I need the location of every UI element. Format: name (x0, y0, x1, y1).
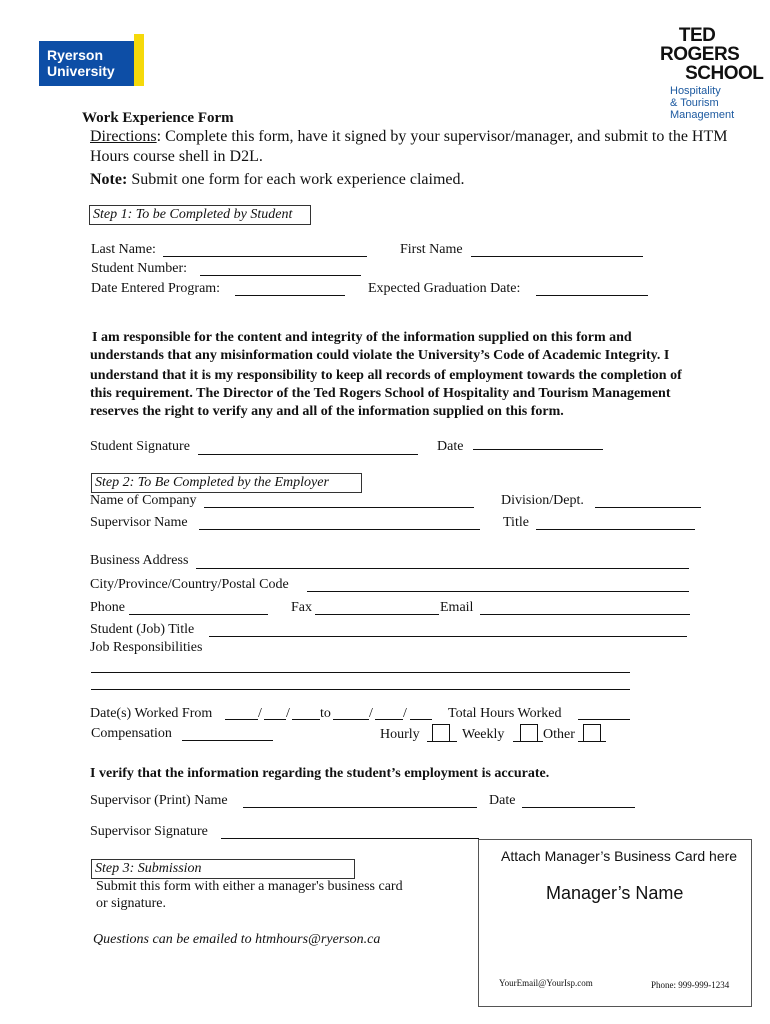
weekly-underline (513, 741, 543, 742)
note-line (90, 171, 465, 189)
fax-field[interactable] (315, 614, 439, 615)
hourly-underline (427, 741, 457, 742)
to-day-field[interactable] (375, 719, 403, 720)
to-year-field[interactable] (410, 719, 432, 720)
first-name-label: First Name (400, 242, 463, 257)
last-name-label: Last Name: (91, 242, 156, 257)
trs-logo-line-1: TED (678, 25, 716, 46)
expected-grad-field[interactable] (536, 295, 648, 296)
ted-rogers-logo (660, 26, 763, 121)
step3-text-1: Submit this form with either a manager's business card (96, 879, 403, 894)
directions-label: Directions (90, 128, 157, 145)
integrity-line-4: this requirement. The Director of the Ted Rogers School of Hospitality and Tourism Management (90, 386, 671, 401)
division-field[interactable] (595, 507, 701, 508)
date-sep: / (369, 706, 373, 721)
step2-label: Step 2: To Be Completed by the Employer (91, 473, 362, 493)
from-year-field[interactable] (292, 719, 320, 720)
other-underline (578, 741, 606, 742)
title-field[interactable] (536, 529, 695, 530)
supervisor-print-field[interactable] (243, 807, 477, 808)
form-title: Work Experience Form (82, 110, 234, 126)
ryerson-logo-accent (134, 34, 144, 86)
email-field[interactable] (480, 614, 690, 615)
title-label: Title (503, 515, 529, 530)
phone-field[interactable] (129, 614, 268, 615)
last-name-field[interactable] (163, 256, 367, 257)
job-resp-field-2[interactable] (91, 689, 630, 690)
ryerson-logo-line-2: University (47, 63, 115, 79)
job-resp-field-1[interactable] (91, 672, 630, 673)
business-address-label: Business Address (90, 553, 189, 568)
trs-logo-sub-3: Management (670, 109, 735, 121)
student-signature-label: Student Signature (90, 439, 190, 454)
hourly-label: Hourly (380, 727, 420, 742)
student-date-label: Date (437, 439, 464, 454)
verify-statement: I verify that the information regarding the student’s employment is accurate. (90, 766, 550, 781)
weekly-checkbox[interactable] (520, 724, 538, 742)
supervisor-date-label: Date (489, 793, 516, 808)
student-number-field[interactable] (200, 275, 361, 276)
division-label: Division/Dept. (501, 493, 584, 508)
expected-grad-label: Expected Graduation Date: (368, 281, 521, 296)
ryerson-logo-line-1: Ryerson (47, 47, 104, 63)
trs-logo-sub-2: & Tourism (670, 97, 719, 109)
from-day-field[interactable] (264, 719, 286, 720)
supervisor-signature-label: Supervisor Signature (90, 824, 208, 839)
supervisor-date-field[interactable] (522, 807, 635, 808)
phone-label: Phone (90, 600, 125, 615)
supervisor-name-field[interactable] (199, 529, 480, 530)
compensation-field[interactable] (182, 740, 273, 741)
note-text: Submit one form for each work experience claimed. (127, 171, 465, 188)
job-title-field[interactable] (209, 636, 687, 637)
card-heading: Attach Manager’s Business Card here (501, 848, 738, 864)
step3-text-2: or signature. (96, 896, 166, 911)
total-hours-label: Total Hours Worked (448, 706, 562, 721)
company-field[interactable] (204, 507, 474, 508)
questions-email: Questions can be emailed to htmhours@ryerson.ca (93, 932, 381, 947)
business-address-field[interactable] (196, 568, 689, 569)
date-sep: / (286, 706, 290, 721)
step3-label: Step 3: Submission (91, 859, 355, 879)
card-manager-name: Manager’s Name (546, 883, 684, 903)
supervisor-name-label: Supervisor Name (90, 515, 188, 530)
student-date-field[interactable] (473, 449, 603, 450)
integrity-line-3: understand that it is my responsibility to keep all records of employment towards the completion of (90, 368, 682, 383)
dates-worked-label: Date(s) Worked From (90, 706, 213, 721)
trs-logo-line-3: SCHOOL (685, 63, 764, 84)
hourly-checkbox[interactable] (432, 724, 450, 742)
date-sep: / (258, 706, 262, 721)
city-label: City/Province/Country/Postal Code (90, 577, 289, 592)
business-card-area (478, 839, 752, 1007)
email-label: Email (440, 600, 474, 615)
student-signature-field[interactable] (198, 454, 418, 455)
integrity-line-1: I am responsible for the content and integrity of the information supplied on this form and (92, 330, 632, 345)
weekly-label: Weekly (462, 727, 505, 742)
supervisor-print-label: Supervisor (Print) Name (90, 793, 228, 808)
date-sep: / (403, 706, 407, 721)
date-entered-field[interactable] (235, 295, 345, 296)
first-name-field[interactable] (471, 256, 643, 257)
directions-line-2: Hours course shell in D2L. (90, 148, 263, 165)
step1-label: Step 1: To be Completed by Student (89, 205, 311, 225)
job-title-label: Student (Job) Title (90, 622, 195, 637)
integrity-line-5: reserves the right to verify any and all of the information supplied on this form. (90, 404, 564, 419)
from-month-field[interactable] (225, 719, 258, 720)
city-field[interactable] (307, 591, 689, 592)
supervisor-signature-field[interactable] (221, 838, 479, 839)
other-checkbox[interactable] (583, 724, 601, 742)
total-hours-field[interactable] (578, 719, 630, 720)
card-phone: Phone: 999-999-1234 (651, 980, 730, 990)
other-label: Other (543, 727, 575, 742)
integrity-line-2: understands that any misinformation could violate the University’s Code of Academic Integrity. I (90, 348, 670, 363)
job-resp-label: Job Responsibilities (90, 640, 203, 655)
trs-logo-line-2: ROGERS (660, 44, 740, 65)
card-email: YourEmail@YourIsp.com (499, 978, 593, 988)
fax-label: Fax (291, 600, 312, 615)
to-month-field[interactable] (333, 719, 369, 720)
note-label: Note: (90, 171, 128, 188)
trs-logo-sub-1: Hospitality (670, 85, 721, 97)
company-label: Name of Company (90, 493, 197, 508)
directions-line-1 (90, 128, 727, 146)
ryerson-logo (39, 41, 134, 86)
directions-text-1: : Complete this form, have it signed by your supervisor/manager, and submit to the HTM (156, 128, 728, 145)
student-number-label: Student Number: (91, 261, 188, 276)
date-entered-label: Date Entered Program: (91, 281, 221, 296)
to-label: to (320, 706, 331, 721)
compensation-label: Compensation (91, 726, 172, 741)
